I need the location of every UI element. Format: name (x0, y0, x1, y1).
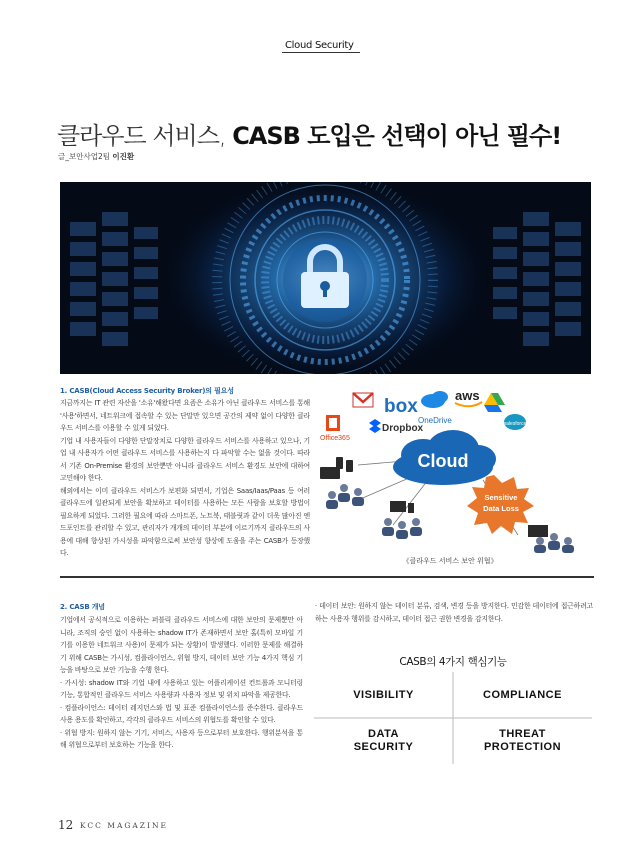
office365-icon (326, 415, 340, 431)
office365-logo: Office365 (320, 435, 350, 442)
onedrive-icon (421, 391, 448, 408)
cloud-threat-figure (318, 385, 596, 565)
onedrive-logo: OneDrive (418, 416, 452, 425)
compliance-label: COMPLIANCE (483, 688, 562, 701)
figure-caption: 《클라우드 서비스 보안 위협》 (402, 557, 498, 565)
user-group-icon-right (528, 525, 574, 553)
section-tag-underline (282, 52, 360, 53)
title-light: 클라우드 서비스, (57, 122, 233, 150)
cloud-label: Cloud (417, 451, 469, 471)
magazine-name: KCC MAGAZINE (80, 821, 168, 830)
section1-paragraph-3: 해외에서는 이미 클라우드 서비스가 보편화 되면서, 기업은 Saas/Iaas/Paas 등 여러 클라우드에 일관되게 보안을 확보하고 데이터를 사용하는 모든 사람을 보호할 방법이 필요하게 되었다. 그러한 필요에 따라 스마트폰, 노트북, 태블릿과 같이 더욱 많아진 엔드포인트를 관리할 수 있고, 관리자가 개개의 데이터 부분에 이르기까지 클라우드의 사용에 대해 향상된 가시성을 파악함으로써 보안성 향상에 도움을 주는 CASB가 등장했다. (60, 486, 310, 557)
byline (58, 151, 134, 162)
section1-paragraph-2: 기업 내 사용자들이 다양한 단말장치로 다양한 클라우드 서비스를 사용하고 있으나, 기업 내 사용자가 어떤 클라우드 서비스를 사용하는지 다 파악할 수는 없을 것이다. 따라서 기존 On-Premise 환경의 보안뿐만 아니라 클라우드 서비스 환경도 보안에 대하여 고민해야 한다. (60, 436, 310, 482)
risk-label-1: Sensitive (484, 493, 518, 502)
data-security-line-1: DATA (368, 728, 399, 740)
section2-body-left (60, 614, 303, 752)
hero-lock-illustration (60, 182, 591, 374)
user-group-icon-left (326, 484, 364, 509)
core-functions-grid (314, 672, 592, 764)
bullet-compliance: · 컴플라이언스: 데이터 레지던스와 법 및 표준 컴플라이언스를 준수한다. 클라우드 사용 용도를 확인하고, 각각의 클라우드 서비스의 위협도를 확인할 수 있다. (60, 703, 303, 724)
section1-paragraph-1: 지금까지는 IT 관련 자산을 '소유'해왔다면 요즘은 소유가 아닌 클라우드 서비스를 통해 '사용'하면서, 네트워크에 접속할 수 있는 단말만 있으면 공간의 제약 없이 다양한 클라우드 서비스를 이용할 수 있게 되었다. (60, 399, 310, 432)
data-security-label (314, 718, 453, 764)
bullet-threat-protection: · 위협 방지: 원하지 않는 기기, 서비스, 사용자 등으로부터 보호한다. 행위분석을 통해 위협으로부터 보호하는 기능을 한다. (60, 728, 303, 749)
threat-protection-line-1: THREAT (499, 728, 546, 740)
dropbox-icon (369, 419, 381, 433)
section2-body-right (315, 600, 593, 625)
article-title (57, 116, 561, 151)
section1-body (60, 397, 310, 560)
aws-logo: aws (455, 388, 480, 403)
salesforce-icon (504, 414, 527, 430)
data-security-line-2: SECURITY (353, 741, 414, 753)
gmail-icon (353, 393, 373, 407)
section-tag: Cloud Security (285, 40, 354, 51)
threat-protection-line-2: PROTECTION (483, 741, 562, 753)
dropbox-logo: Dropbox (382, 423, 424, 434)
threat-protection-label (453, 718, 592, 764)
risk-label-2: Data Loss (483, 504, 519, 513)
google-drive-icon (484, 393, 505, 412)
title-bold: CASB 도입은 선택이 아닌 필수! (232, 122, 562, 150)
bullet-data-security: · 데이터 보안: 원하지 않는 데이터 분류, 검색, 변경 등을 방지한다. 민감한 데이터에 접근하려고 하는 사용자 행위를 감시하고, 데이터 접근 권한 변경을 감지한다. (315, 602, 593, 623)
section-divider (60, 576, 594, 578)
page-number: 12 (58, 818, 74, 832)
box-logo: box (384, 396, 418, 417)
byline-prefix: 글_보안사업2팀 (58, 152, 113, 161)
cloud-threat-diagram (318, 385, 596, 555)
byline-author: 이진환 (112, 152, 135, 161)
section2-heading: 2. CASB 개념 (60, 603, 105, 611)
section1-heading: 1. CASB(Cloud Access Security Broker)의 필요성 (60, 387, 234, 395)
visibility-label: VISIBILITY (353, 688, 414, 701)
section2-paragraph-1: 기업에서 공식적으로 이용하는 퍼블릭 클라우드 서비스에 대한 보안의 문제뿐만 아니라, 조직의 승인 없이 사용하는 shadow IT가 존재하면서 보안 홀(특히 모바일 기기를 이용한 네트워크 사용)이 문제가 되는 상황)이 발생했다. 이러한 문제를 해결하기 위해 CASB는 가시성, 컴플라이언스, 위협 방지, 데이터 보안 기능 4가지 핵심 기능을 바탕으로 보안 기능을 수행 한다. (60, 616, 303, 674)
salesforce-logo: salesforce (503, 421, 527, 427)
bullet-visibility: · 가시성: shadow IT와 기업 내에 사용하고 있는 어플리케이션 컨트롤과 모니터링 기능, 통합적인 클라우드 서비스 사용량과 사용자 정보 및 위치 파악을 제공한다. (60, 678, 303, 699)
core-functions-title: CASB의 4가지 핵심기능 (399, 656, 507, 668)
user-group-icon-bottom (382, 501, 422, 539)
hero-image (60, 182, 591, 374)
mobile-devices-icon (320, 457, 353, 479)
